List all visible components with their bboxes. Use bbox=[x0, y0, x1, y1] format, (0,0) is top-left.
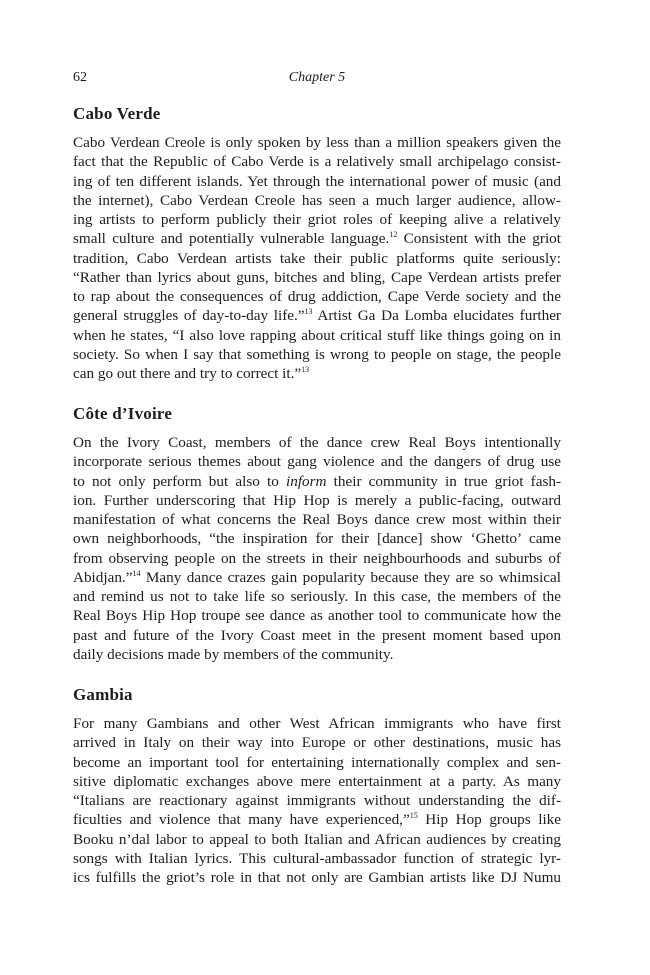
text-run: general struggles of day-to-day life.” bbox=[73, 307, 305, 325]
section-heading-cote-divoire: Côte d’Ivoire bbox=[73, 404, 173, 423]
text-run: manifestation of what concerns the Real Boys dance crew most within their bbox=[73, 511, 561, 528]
text-line bbox=[73, 306, 561, 325]
text-line bbox=[73, 868, 561, 887]
section-heading-gambia: Gambia bbox=[73, 685, 133, 704]
section-heading-cabo-verde: Cabo Verde bbox=[73, 104, 161, 123]
text-line bbox=[73, 433, 561, 452]
footnote-ref: 13 bbox=[304, 307, 313, 317]
text-line bbox=[73, 510, 561, 529]
text-run: Consistent with the griot bbox=[397, 230, 561, 248]
text-line bbox=[73, 849, 561, 868]
section-paragraph-gambia bbox=[73, 714, 561, 887]
text-run: fact that the Republic of Cabo Verde is a relatively small archipelago consist- bbox=[73, 153, 561, 171]
text-run: small culture and potentially vulnerable language. bbox=[73, 230, 390, 248]
text-line bbox=[73, 587, 561, 606]
text-line bbox=[73, 249, 561, 268]
text-run: their community in true griot fash- bbox=[326, 472, 562, 490]
page-number: 62 bbox=[73, 70, 87, 85]
text-run: On the Ivory Coast, members of the dance crew Real Boys intentionally bbox=[73, 434, 561, 451]
text-run: For many Gambians and other West African immigrants who have first bbox=[73, 715, 561, 732]
chapter-label: Chapter 5 bbox=[288, 70, 346, 85]
footnote-ref: 15 bbox=[409, 811, 418, 821]
text-run: ing artists to perform publicly their griot roles of keeping alive a relatively bbox=[73, 211, 561, 228]
text-run: ficulties and violence that many have experienced,” bbox=[73, 811, 410, 829]
text-run: Hip Hop groups like bbox=[417, 811, 561, 829]
text-line bbox=[73, 733, 561, 752]
text-line bbox=[73, 268, 561, 287]
text-line bbox=[73, 626, 561, 645]
text-run: songs with Italian lyrics. This cultural-ambassador function of strategic lyr- bbox=[73, 849, 561, 867]
text-run: can go out there and try to correct it.” bbox=[73, 365, 302, 382]
text-run: “Rather than lyrics about guns, bitches and bling, Cape Verdean artists prefer bbox=[73, 268, 561, 286]
text-run: from observing people on the streets in their neighbourhoods and suburbs of bbox=[73, 549, 561, 567]
footnote-ref: 12 bbox=[389, 230, 398, 240]
text-run: the internet), Cabo Verdean Creole has seen a much larger audience, allow- bbox=[73, 191, 561, 209]
emphasis-text: inform bbox=[286, 472, 327, 490]
text-line bbox=[73, 645, 561, 664]
text-run: own neighborhoods, “the inspiration for their [dance] show ‘Ghetto’ came bbox=[73, 530, 561, 548]
text-run: Booku n’dal labor to appeal to both Italian and African audiences by creating bbox=[73, 830, 561, 848]
text-line bbox=[73, 133, 561, 152]
text-line bbox=[73, 772, 561, 791]
text-line bbox=[73, 714, 561, 733]
footnote-ref: 14 bbox=[132, 568, 141, 578]
text-run: incorporate serious themes about gang violence and the dangers of drug use bbox=[73, 453, 561, 471]
text-line bbox=[73, 568, 561, 587]
text-line bbox=[73, 364, 561, 383]
text-run: Many dance crazes gain popularity because they are so whimsical bbox=[140, 568, 561, 586]
text-line bbox=[73, 210, 561, 229]
text-line bbox=[73, 191, 561, 210]
section-paragraph-cote-divoire bbox=[73, 433, 561, 664]
text-run: past and future of the Ivory Coast meet in the present moment based upon bbox=[73, 626, 561, 644]
text-run: ics fulfills the griot’s role in that not only are Gambian artists like DJ Numu bbox=[73, 869, 561, 886]
text-run: society. So when I say that something is wrong to people on stage, the people bbox=[73, 345, 561, 363]
section-paragraph-cabo-verde bbox=[73, 133, 561, 383]
text-run: Cabo Verdean Creole is only spoken by less than a million speakers given the bbox=[73, 134, 561, 151]
text-run: Artist Ga Da Lomba elucidates further bbox=[312, 307, 561, 325]
text-run: when he states, “I also love rapping about critical stuff like things going on in bbox=[73, 326, 561, 344]
text-line bbox=[73, 345, 561, 364]
running-head bbox=[73, 70, 561, 88]
text-run: “Italians are reactionary against immigrants without understanding the dif- bbox=[73, 792, 561, 809]
text-line bbox=[73, 753, 561, 772]
text-run: become an important tool for entertaining internationally complex and sen- bbox=[73, 753, 561, 771]
text-run: Abidjan.” bbox=[73, 568, 133, 586]
text-line bbox=[73, 326, 561, 345]
text-line bbox=[73, 529, 561, 548]
text-line bbox=[73, 606, 561, 625]
text-run: ion. Further underscoring that Hip Hop is merely a public-facing, outward bbox=[73, 491, 561, 509]
text-run: sitive diplomatic exchanges above mere entertainment at a party. As many bbox=[73, 772, 561, 790]
text-line bbox=[73, 810, 561, 829]
text-line bbox=[73, 491, 561, 510]
text-run: to not only perform but also to bbox=[73, 472, 286, 490]
text-line bbox=[73, 452, 561, 471]
text-line bbox=[73, 229, 561, 248]
text-line bbox=[73, 830, 561, 849]
text-run: Real Boys Hip Hop troupe see dance as another tool to communicate how the bbox=[73, 607, 561, 625]
text-line bbox=[73, 472, 561, 491]
text-line bbox=[73, 287, 561, 306]
text-line bbox=[73, 549, 561, 568]
text-run: arrived in Italy on their way into Europe or other destinations, music has bbox=[73, 734, 561, 752]
text-run: daily decisions made by members of the community. bbox=[73, 645, 394, 663]
text-line bbox=[73, 172, 561, 191]
text-run: to rap about the consequences of drug addiction, Cape Verde society and the bbox=[73, 288, 561, 305]
footnote-ref: 13 bbox=[301, 364, 310, 374]
text-line bbox=[73, 791, 561, 810]
text-run: and remind us not to take life so seriously. In this case, the members of the bbox=[73, 588, 561, 605]
text-line bbox=[73, 152, 561, 171]
text-run: tradition, Cabo Verdean artists take their public platforms quite seriously: bbox=[73, 249, 561, 267]
text-run: ing of ten different islands. Yet through the international power of music (and bbox=[73, 172, 561, 190]
